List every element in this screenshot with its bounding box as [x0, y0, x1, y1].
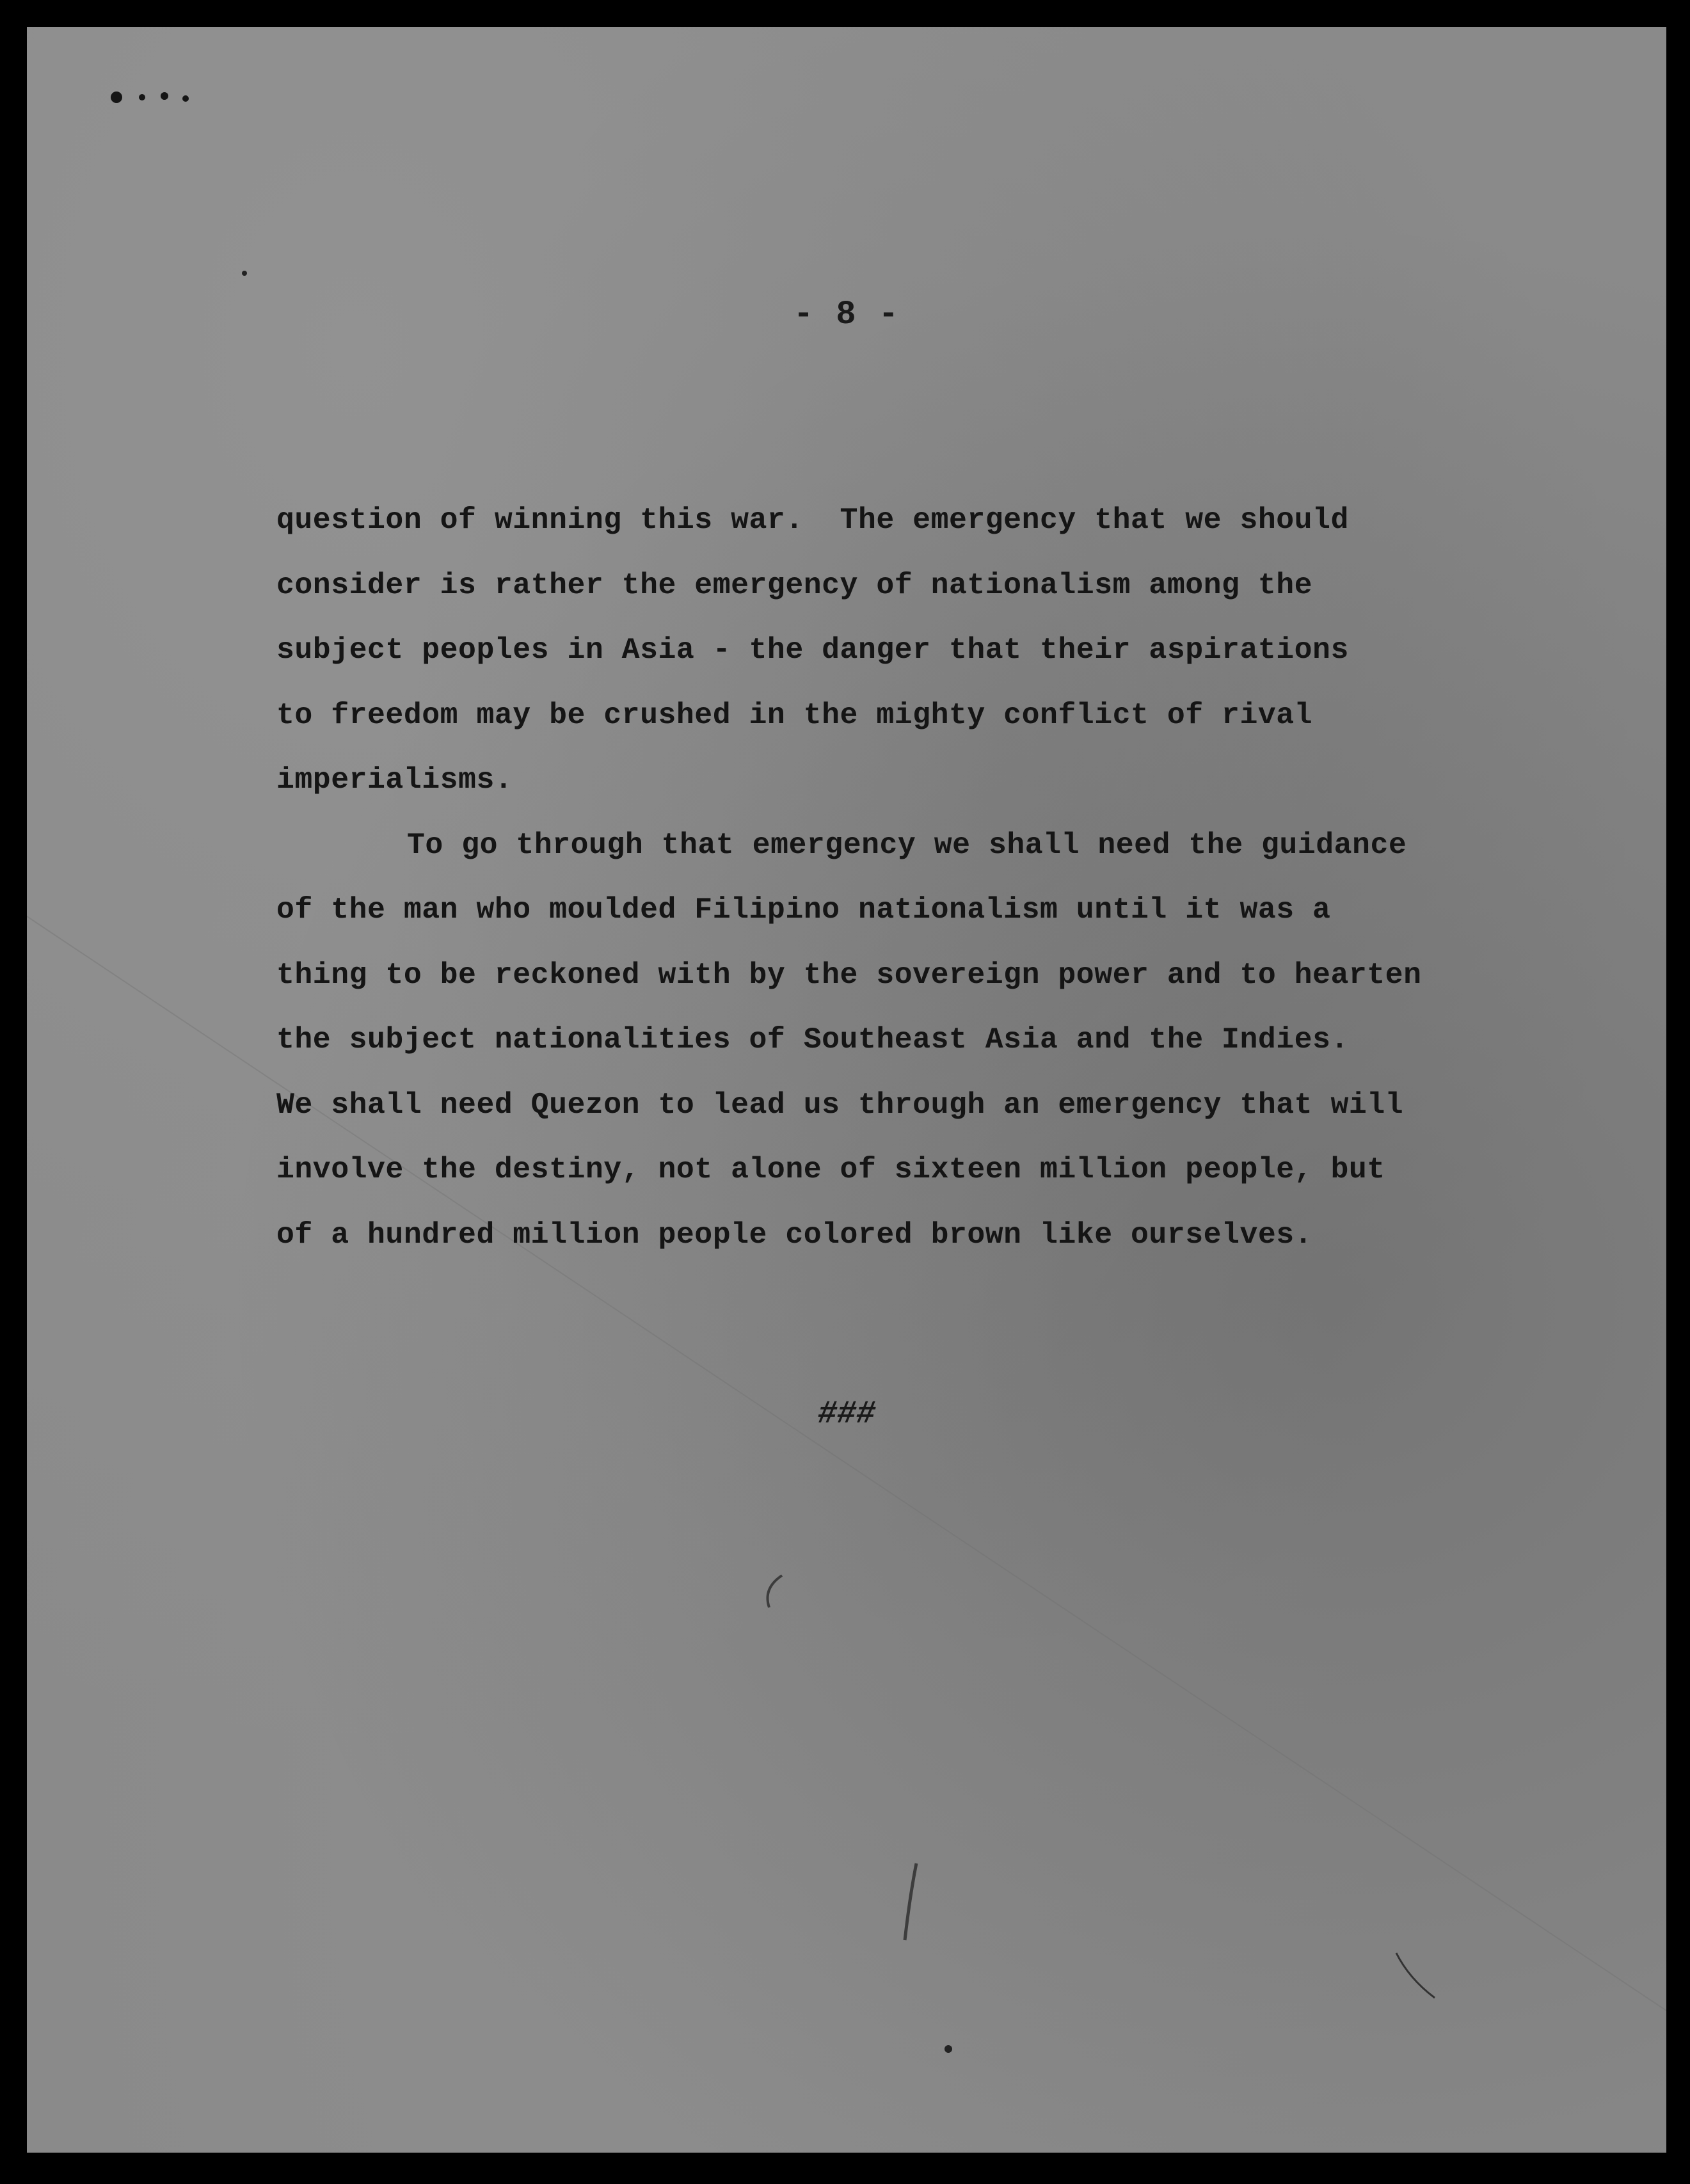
paragraph-start-line: To go through that emergency we shall need the guidance: [407, 827, 1407, 862]
end-mark: ###: [817, 1396, 875, 1433]
text-line: thing to be reckoned with by the sovereign power and to hearten: [276, 957, 1422, 992]
text-line: subject peoples in Asia - the danger that their aspirations: [276, 633, 1349, 667]
document-page: [27, 27, 1666, 2153]
text-line: question of winning this war. The emergency that we should: [276, 503, 1349, 537]
text-line: involve the destiny, not alone of sixteen million people, but: [276, 1152, 1385, 1186]
document-body: [276, 488, 1543, 1267]
page-number: - 8 -: [793, 296, 900, 333]
text-line: to freedom may be crushed in the mighty conflict of rival: [276, 697, 1313, 732]
text-line: imperialisms.: [276, 763, 513, 797]
text-line: We shall need Quezon to lead us through an emergency that will: [276, 1087, 1404, 1122]
text-line: of the man who moulded Filipino nationalism until it was a: [276, 893, 1331, 927]
text-line: of a hundred million people colored brown like ourselves.: [276, 1217, 1313, 1252]
text-line: the subject nationalities of Southeast Asia and the Indies.: [276, 1023, 1349, 1056]
text-line: consider is rather the emergency of nationalism among the: [276, 568, 1313, 602]
